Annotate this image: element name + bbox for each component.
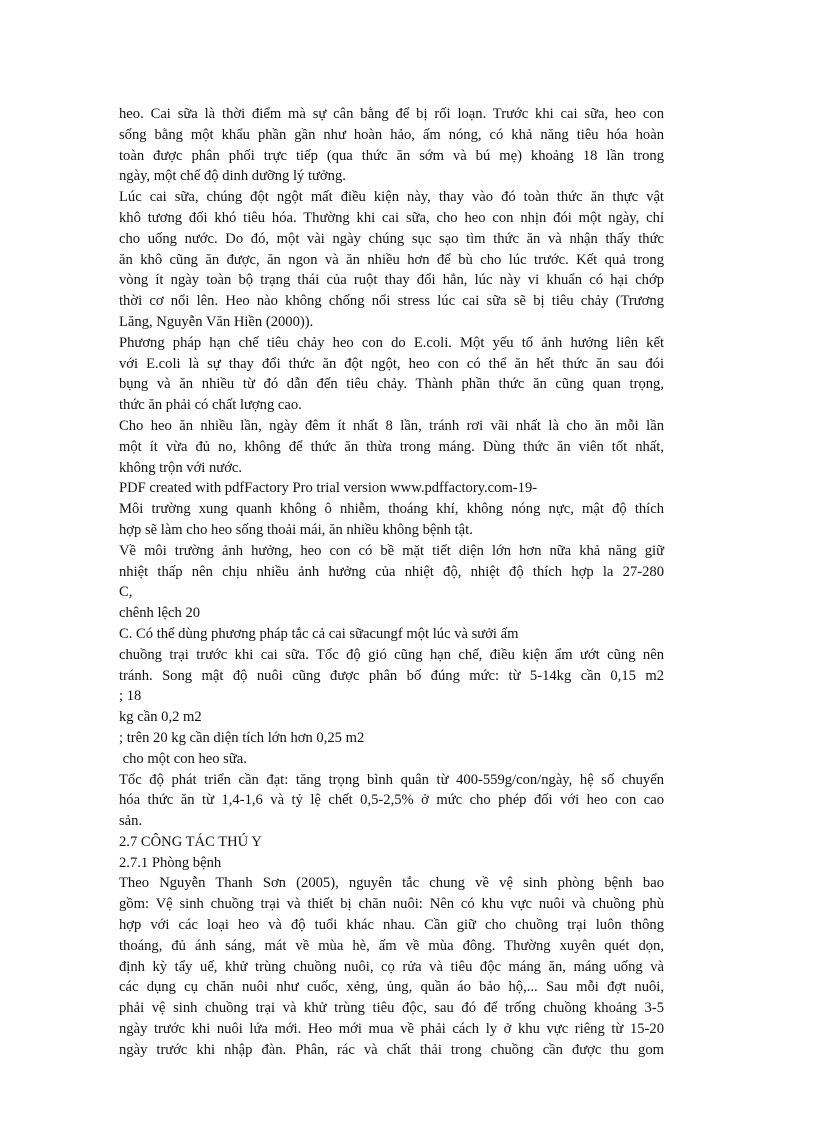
text-line: chênh lệch 20 — [119, 605, 201, 622]
text-line: với E.coli là sự thay đổi thức ăn đột ngột, heo con có thể ăn hết thức ăn sau đói — [119, 355, 664, 372]
text-line: hợp sẽ làm cho heo sống thoải mái, ăn nhiều không bệnh tật. — [119, 521, 473, 538]
text-line: thức ăn phải có chất lượng cao. — [119, 397, 302, 414]
text-line: gồm: Vệ sinh chuồng trại và thiết bị chăn nuôi: Nên có khu vực nuôi và chuồng phù — [119, 896, 664, 913]
text-line: nhiệt thấp nên chịu nhiều ảnh hưởng của nhiệt độ, nhiệt độ thích hợp la 27-280 — [119, 563, 664, 580]
text-line: kg cần 0,2 m2 — [119, 709, 202, 726]
text-line: C. Có thể dùng phương pháp tắc cả cai sữacungf một lúc và sưởi ấm — [119, 625, 519, 642]
text-line: ngày trước khi nuôi lứa mới. Heo mới mua về phải cách ly ở khu vực riêng từ 15-20 — [119, 1021, 664, 1038]
text-line: Tốc độ phát triển cần đạt: tăng trọng bình quân từ 400-559g/con/ngày, hệ số chuyển — [119, 771, 664, 788]
text-line: chuồng trại trước khi cai sữa. Tốc độ gió cũng hạn chế, điều kiện ẩm ướt cũng nên — [119, 646, 664, 663]
text-line: cho một con heo sữa. — [119, 750, 247, 767]
text-line: vòng ít ngày toàn bộ trạng thái của ruột thay đổi hẳn, lúc này vi khuẩn có hại chớp — [119, 272, 664, 289]
text-line: heo. Cai sữa là thời điểm mà sự cân bằng để bị rối loạn. Trước khi cai sữa, heo con — [119, 106, 664, 122]
text-line: hóa thức ăn từ 1,4-1,6 và tỷ lệ chết 0,5-2,5% ở mức cho phép đối với heo con cao — [119, 792, 664, 809]
text-line: thời cơ nổi lên. Heo nào không chống nổi stress lúc cai sữa sẽ bị tiêu chảy (Trương — [119, 293, 664, 310]
text-line: ngày, một chế độ dinh dưỡng lý tưởng. — [119, 168, 346, 185]
text-line: tránh. Song mật độ nuôi cũng được phân bố đúng mức: từ 5-14kg cần 0,15 m2 — [119, 667, 664, 684]
text-line: sống bằng một khẩu phần gần như hoàn hảo, ấm nóng, có khả năng tiêu hóa hoàn — [119, 126, 664, 143]
text-line: Phương pháp hạn chế tiêu chảy heo con do E.coli. Một yếu tố ảnh hưởng liên kết — [119, 334, 664, 351]
text-line: sản. — [119, 813, 143, 830]
text-line: Theo Nguyễn Thanh Sơn (2005), nguyên tắc chung về vệ sinh phòng bệnh bao — [119, 875, 664, 892]
pdf-footer-line: PDF created with pdfFactory Pro trial version www.pdffactory.com-19- — [119, 480, 538, 497]
section-heading: 2.7 CÔNG TÁC THÚ Y — [119, 833, 262, 850]
text-line: Lúc cai sữa, chúng đột ngột mất điều kiện này, thay vào đó toàn thức ăn thực vật — [119, 189, 664, 206]
text-line: toàn được phân phối trực tiếp (qua thức ăn sớm và bú mẹ) khoảng 18 lần trong — [119, 147, 664, 164]
text-line: không trộn với nước. — [119, 459, 243, 476]
text-line: thoáng, đủ ánh sáng, mát về mùa hè, ấm về mùa đông. Thường xuyên quét dọn, — [119, 937, 664, 954]
text-line: Về môi trường ảnh hưởng, heo con có bề mặt tiết diện lớn hơn nữa khả năng giữ — [119, 542, 664, 559]
text-line: khô tương đối khó tiêu hóa. Thường khi cai sữa, cho heo con nhịn đói một ngày, chỉ — [119, 209, 664, 226]
text-line: định kỳ tẩy uế, khử trùng chuồng nuôi, cọ rửa và tiêu độc máng ăn, máng uống và — [119, 958, 664, 975]
document-body — [119, 104, 664, 1061]
text-line: các dụng cụ chăn nuôi như cuốc, xẻng, ủng, quần áo bảo hộ,... Sau mỗi đợt nuôi, — [119, 979, 664, 996]
text-line: C, — [119, 584, 133, 601]
text-line: cho uống nước. Do đó, một vài ngày chúng sục sạo tìm thức ăn và nhận thấy thức — [119, 230, 664, 247]
text-line: ; trên 20 kg cần diện tích lớn hơn 0,25 m2 — [119, 729, 365, 746]
text-line: bụng và ăn nhiều từ đó dẫn đến tiêu chảy. Thành phần thức ăn cũng quan trọng, — [119, 376, 664, 393]
text-line: Môi trường xung quanh không ô nhiễm, thoáng khí, không nóng nực, mật độ thích — [119, 501, 664, 518]
text-line: hợp với các loại heo và độ tuổi khác nhau. Cần giữ cho chuồng trại luôn thông — [119, 917, 664, 934]
text-line: ăn khô cũng ăn được, ăn ngon và ăn nhiều hơn để bù cho lúc trước. Kết quả trong — [119, 251, 664, 268]
text-line: ngày trước khi nhập đàn. Phân, rác và chất thải trong chuồng cần được thu gom — [119, 1041, 664, 1058]
text-line: một ít vừa đủ no, không để thức ăn thừa trong máng. Dùng thức ăn viên tốt nhất, — [119, 438, 664, 455]
text-line: Cho heo ăn nhiều lần, ngày đêm ít nhất 8 lần, tránh rơi vãi nhất là cho ăn mỗi lần — [119, 417, 664, 434]
subsection-heading: 2.7.1 Phòng bệnh — [119, 854, 222, 871]
text-line: phải vệ sinh chuồng trại và khử trùng tiêu độc, sau đó để trống chuồng khoảng 3-5 — [119, 1000, 664, 1017]
text-line: Lăng, Nguyễn Văn Hiền (2000)). — [119, 313, 314, 330]
text-line: ; 18 — [119, 688, 142, 705]
